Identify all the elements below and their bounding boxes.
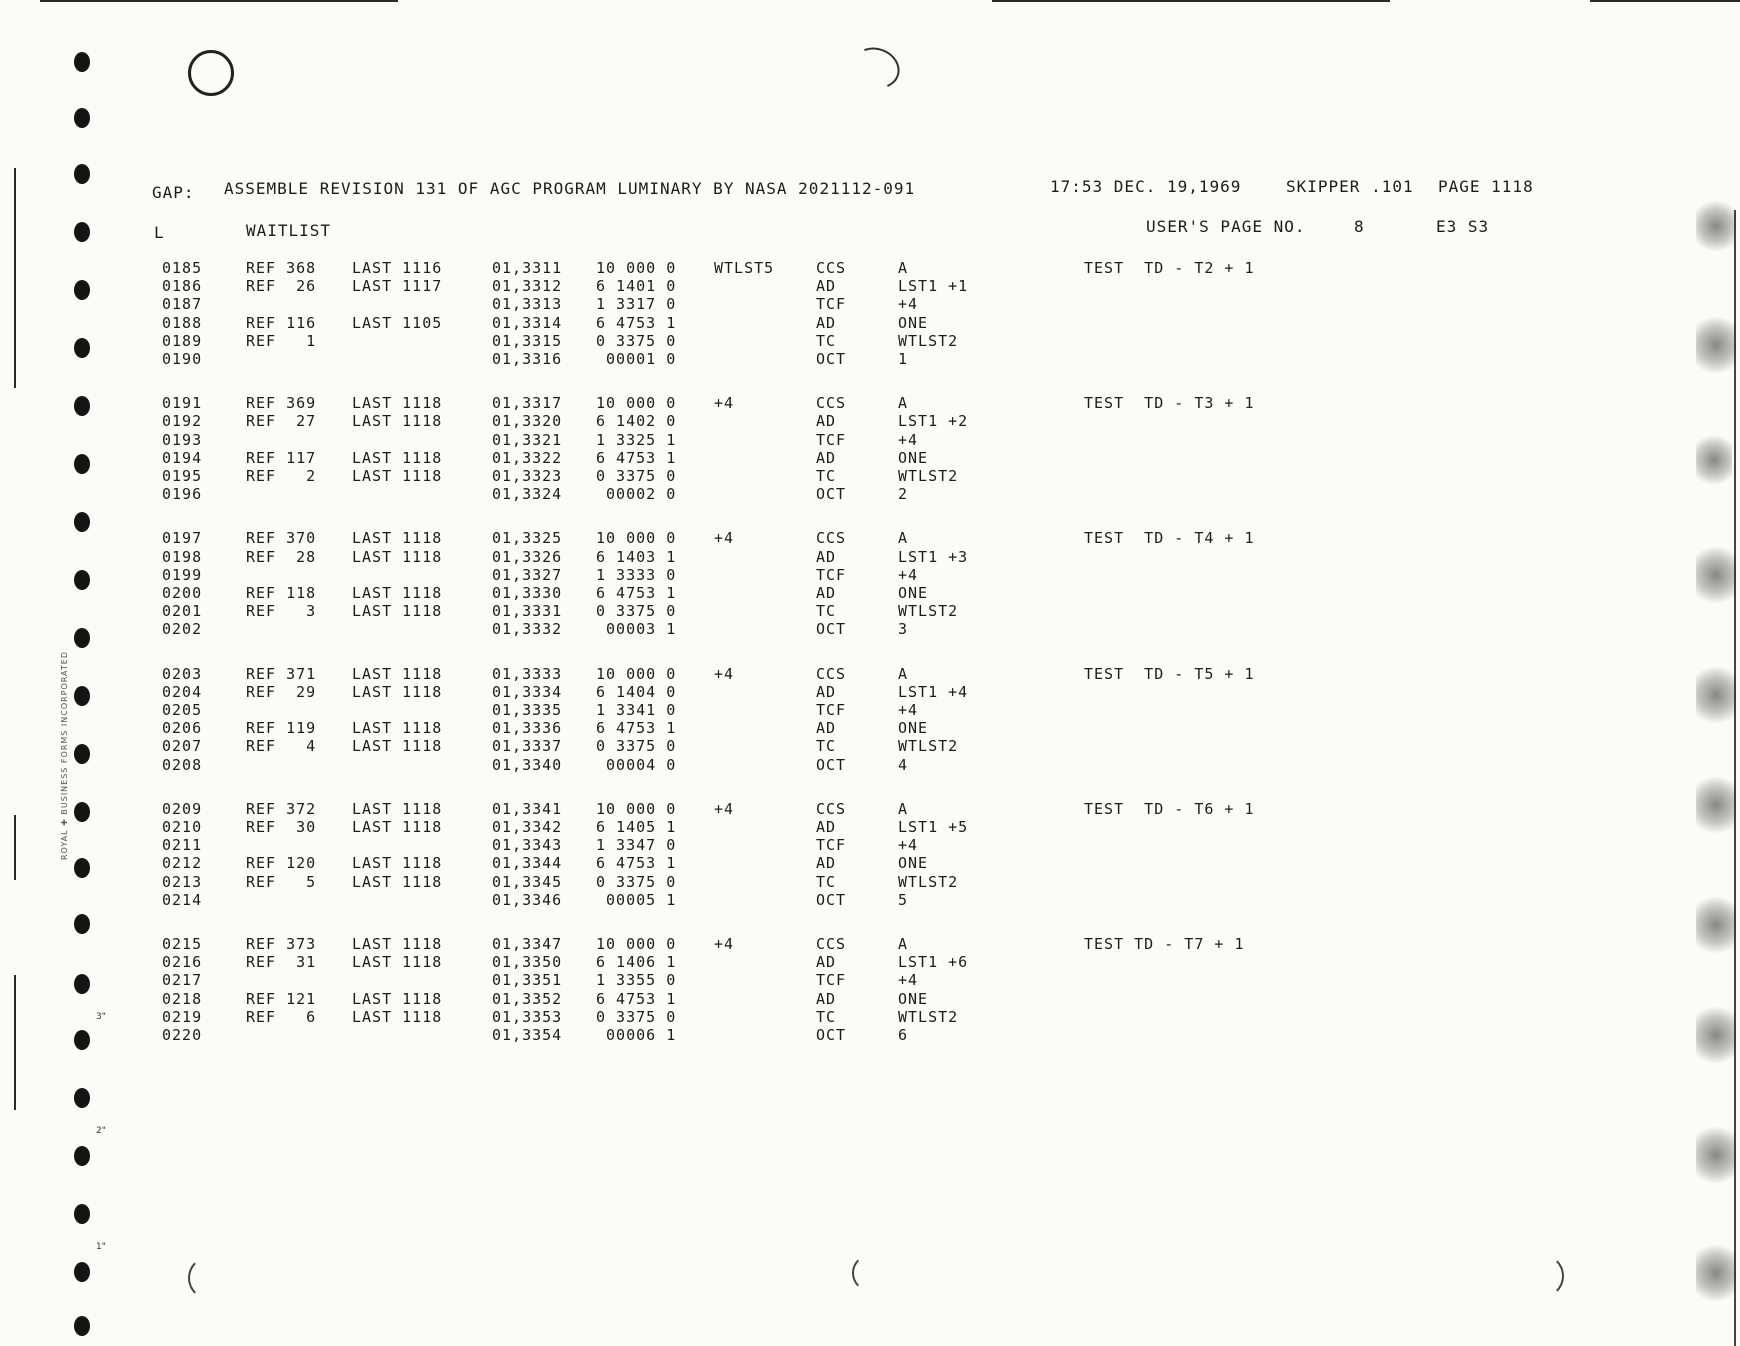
binder-hole [74, 802, 90, 822]
opcode-field: AD [816, 719, 837, 738]
user-page-number: 8 [1354, 217, 1365, 236]
ref-field: REF 118 [246, 584, 317, 602]
line-number: 0212 [162, 854, 203, 873]
address-field: 01,3331 [492, 602, 563, 621]
ref-field: REF 116 [246, 313, 317, 332]
line-number: 0201 [162, 602, 203, 621]
code-field: 10 000 0 [596, 935, 677, 953]
line-number: 0204 [162, 682, 203, 701]
address-field: 01,3316 [492, 350, 563, 368]
address-field: 01,3342 [492, 818, 563, 836]
operand-field: 1 [898, 350, 909, 368]
binder-hole [74, 974, 90, 994]
scan-smudge [1696, 540, 1736, 610]
line-number: 0186 [162, 277, 203, 296]
binder-hole [74, 686, 90, 706]
line-number: 0194 [162, 448, 203, 467]
label-field: +4 [714, 529, 735, 548]
code-field: 6 1401 0 [596, 277, 677, 296]
opcode-field: TC [816, 331, 837, 350]
opcode-field: OCT [816, 890, 847, 909]
binder-hole [74, 1262, 90, 1282]
binder-hole [74, 222, 90, 242]
operand-field: ONE [898, 584, 929, 602]
code-field: 0 3375 0 [596, 1007, 677, 1026]
address-field: 01,3340 [492, 755, 563, 774]
code-field: 10 000 0 [596, 394, 677, 413]
binder-hole [74, 108, 90, 128]
operand-field: +4 [898, 430, 919, 449]
ref-field: REF 373 [246, 935, 317, 953]
line-number: 0215 [162, 935, 203, 953]
code-field: 6 4753 1 [596, 854, 677, 873]
opcode-field: CCS [816, 935, 847, 953]
line-number: 0209 [162, 799, 203, 818]
last-field: LAST 1118 [352, 1007, 443, 1026]
code-field: 6 4753 1 [596, 313, 677, 332]
last-field: LAST 1116 [352, 259, 443, 277]
top-rule-left [40, 0, 398, 2]
code-field: 6 4753 1 [596, 448, 677, 467]
comment-field: TEST TD - T3 + 1 [1084, 394, 1255, 413]
line-number: 0210 [162, 818, 203, 836]
operand-field: 4 [898, 755, 909, 774]
ref-field: REF 121 [246, 989, 317, 1008]
scan-smudge [1696, 1000, 1736, 1070]
operand-field: ONE [898, 719, 929, 738]
binder-hole [74, 396, 90, 416]
binder-hole [74, 338, 90, 358]
operand-field: 3 [898, 620, 909, 639]
address-field: 01,3311 [492, 259, 563, 277]
code-field: 00002 0 [596, 485, 677, 504]
address-field: 01,3341 [492, 799, 563, 818]
ref-field: REF 29 [246, 682, 317, 701]
ref-field: REF 27 [246, 412, 317, 431]
address-field: 01,3320 [492, 412, 563, 431]
scan-smudge [1696, 770, 1736, 840]
ref-field: REF 369 [246, 394, 317, 413]
code-field: 1 3355 0 [596, 971, 677, 990]
opcode-field: TC [816, 737, 837, 756]
last-field: LAST 1105 [352, 313, 443, 332]
code-field: 0 3375 0 [596, 872, 677, 891]
user-page-label: USER'S PAGE NO. [1146, 217, 1306, 236]
address-field: 01,3314 [492, 313, 563, 332]
code-field: 10 000 0 [596, 664, 677, 683]
operand-field: WTLST2 [898, 1007, 959, 1026]
operand-field: LST1 +2 [898, 412, 969, 431]
line-number: 0185 [162, 259, 203, 277]
user-page-code: E3 S3 [1436, 217, 1490, 236]
registration-arc-bottom-right [1520, 1254, 1564, 1298]
opcode-field: AD [816, 818, 837, 836]
line-number: 0207 [162, 737, 203, 756]
line-number: 0189 [162, 331, 203, 350]
last-field: LAST 1118 [352, 664, 443, 683]
registration-arc-bottom-left [188, 1256, 232, 1300]
ref-field: REF 3 [246, 602, 317, 621]
opcode-field: AD [816, 313, 837, 332]
operand-field: LST1 +1 [898, 277, 969, 296]
address-field: 01,3351 [492, 971, 563, 990]
code-field: 10 000 0 [596, 799, 677, 818]
operand-field: LST1 +4 [898, 682, 969, 701]
opcode-field: AD [816, 448, 837, 467]
top-rule-right [1590, 0, 1740, 2]
operand-field: +4 [898, 836, 919, 855]
line-number: 0196 [162, 485, 203, 504]
ref-field: REF 28 [246, 547, 317, 566]
line-number: 0220 [162, 1026, 203, 1044]
address-field: 01,3352 [492, 989, 563, 1008]
address-field: 01,3334 [492, 682, 563, 701]
opcode-field: OCT [816, 485, 847, 504]
line-number: 0191 [162, 394, 203, 413]
page-number: PAGE 1118 [1438, 177, 1534, 196]
ref-field: REF 5 [246, 872, 317, 891]
label-field: +4 [714, 799, 735, 818]
operand-field: A [898, 529, 909, 548]
last-field: LAST 1118 [352, 394, 443, 413]
opcode-field: TC [816, 872, 837, 891]
binder-hole [74, 1146, 90, 1166]
code-field: 1 3347 0 [596, 836, 677, 855]
last-field: LAST 1118 [352, 719, 443, 738]
code-field: 6 1406 1 [596, 953, 677, 972]
operand-field: ONE [898, 313, 929, 332]
binder-hole [74, 570, 90, 590]
address-field: 01,3345 [492, 872, 563, 891]
address-field: 01,3326 [492, 547, 563, 566]
opcode-field: TCF [816, 295, 847, 314]
operand-field: 6 [898, 1026, 909, 1044]
section-name: WAITLIST [246, 221, 332, 240]
operand-field: A [898, 664, 909, 683]
operand-field: +4 [898, 565, 919, 584]
code-field: 0 3375 0 [596, 467, 677, 485]
operand-field: A [898, 394, 909, 413]
line-number: 0208 [162, 755, 203, 774]
ref-field: REF 6 [246, 1007, 317, 1026]
ref-field: REF 31 [246, 953, 317, 972]
code-field: 00006 1 [596, 1026, 677, 1044]
code-field: 6 1404 0 [596, 682, 677, 701]
scan-smudge [1696, 890, 1736, 960]
opcode-field: AD [816, 277, 837, 296]
label-field: +4 [714, 664, 735, 683]
line-number: 0198 [162, 547, 203, 566]
code-field: 0 3375 0 [596, 602, 677, 621]
opcode-field: AD [816, 989, 837, 1008]
line-number: 0200 [162, 584, 203, 602]
address-field: 01,3330 [492, 584, 563, 602]
skipper-id: SKIPPER .101 [1286, 177, 1414, 196]
binder-hole [74, 628, 90, 648]
operand-field: 5 [898, 890, 909, 909]
line-number: 0199 [162, 565, 203, 584]
comment-field: TEST TD - T5 + 1 [1084, 664, 1255, 683]
opcode-field: TC [816, 602, 837, 621]
opcode-field: TCF [816, 701, 847, 719]
scan-smudge [1696, 1120, 1736, 1190]
address-field: 01,3354 [492, 1026, 563, 1044]
operand-field: LST1 +3 [898, 547, 969, 566]
code-field: 1 3333 0 [596, 565, 677, 584]
registration-arc-top [847, 41, 906, 95]
operand-field: 2 [898, 485, 909, 504]
opcode-field: AD [816, 682, 837, 701]
line-number: 0188 [162, 313, 203, 332]
code-field: 00005 1 [596, 890, 677, 909]
operand-field: WTLST2 [898, 872, 959, 891]
ref-field: REF 2 [246, 467, 317, 485]
address-field: 01,3315 [492, 331, 563, 350]
label-field: WTLST5 [714, 259, 775, 277]
operand-field: A [898, 799, 909, 818]
line-number: 0190 [162, 350, 203, 368]
address-field: 01,3336 [492, 719, 563, 738]
operand-field: ONE [898, 854, 929, 873]
last-field: LAST 1118 [352, 737, 443, 756]
operand-field: ONE [898, 989, 929, 1008]
operand-field: LST1 +6 [898, 953, 969, 972]
comment-field: TEST TD - T7 + 1 [1084, 935, 1245, 953]
address-field: 01,3333 [492, 664, 563, 683]
margin-line-middle [14, 815, 16, 880]
address-field: 01,3346 [492, 890, 563, 909]
code-field: 1 3317 0 [596, 295, 677, 314]
ref-field: REF 117 [246, 448, 317, 467]
address-field: 01,3321 [492, 430, 563, 449]
code-field: 1 3325 1 [596, 430, 677, 449]
label-field: +4 [714, 394, 735, 413]
line-number: 0213 [162, 872, 203, 891]
margin-line-upper [14, 168, 16, 388]
binder-hole [74, 744, 90, 764]
last-field: LAST 1118 [352, 854, 443, 873]
margin-line-lower [14, 975, 16, 1110]
registration-circle [188, 50, 234, 96]
address-field: 01,3312 [492, 277, 563, 296]
address-field: 01,3343 [492, 836, 563, 855]
last-field: LAST 1118 [352, 412, 443, 431]
last-field: LAST 1118 [352, 953, 443, 972]
operand-field: LST1 +5 [898, 818, 969, 836]
operand-field: A [898, 935, 909, 953]
binder-hole [74, 512, 90, 532]
opcode-field: CCS [816, 799, 847, 818]
operand-field: A [898, 259, 909, 277]
last-field: LAST 1118 [352, 818, 443, 836]
opcode-field: TCF [816, 836, 847, 855]
code-field: 00003 1 [596, 620, 677, 639]
opcode-field: AD [816, 547, 837, 566]
address-field: 01,3323 [492, 467, 563, 485]
opcode-field: OCT [816, 620, 847, 639]
binder-hole [74, 52, 90, 72]
operand-field: ONE [898, 448, 929, 467]
opcode-field: OCT [816, 1026, 847, 1044]
operand-field: +4 [898, 701, 919, 719]
label-field: +4 [714, 935, 735, 953]
line-number: 0217 [162, 971, 203, 990]
ref-field: REF 119 [246, 719, 317, 738]
binder-hole [74, 164, 90, 184]
line-number: 0193 [162, 430, 203, 449]
opcode-field: AD [816, 412, 837, 431]
binder-hole [74, 454, 90, 474]
comment-field: TEST TD - T4 + 1 [1084, 529, 1255, 548]
code-field: 10 000 0 [596, 529, 677, 548]
inch-mark: 2" [96, 1126, 106, 1136]
code-field: 6 1402 0 [596, 412, 677, 431]
opcode-field: TCF [816, 971, 847, 990]
binder-hole [74, 858, 90, 878]
assembly-title: ASSEMBLE REVISION 131 OF AGC PROGRAM LUMINARY BY NASA 2021112-091 [224, 179, 916, 198]
binder-hole [74, 1030, 90, 1050]
opcode-field: TCF [816, 565, 847, 584]
operand-field: WTLST2 [898, 602, 959, 621]
last-field: LAST 1118 [352, 529, 443, 548]
opcode-field: TC [816, 1007, 837, 1026]
address-field: 01,3327 [492, 565, 563, 584]
inch-mark: 3" [96, 1012, 106, 1022]
code-field: 00001 0 [596, 350, 677, 368]
inch-mark: 1" [96, 1242, 106, 1252]
scan-smudge [1696, 196, 1736, 256]
opcode-field: AD [816, 584, 837, 602]
opcode-field: OCT [816, 755, 847, 774]
ref-field: REF 4 [246, 737, 317, 756]
address-field: 01,3337 [492, 737, 563, 756]
address-field: 01,3335 [492, 701, 563, 719]
last-field: LAST 1118 [352, 935, 443, 953]
top-rule-center [992, 0, 1390, 2]
timestamp: 17:53 DEC. 19,1969 [1050, 177, 1242, 196]
address-field: 01,3317 [492, 394, 563, 413]
address-field: 01,3322 [492, 448, 563, 467]
code-field: 0 3375 0 [596, 331, 677, 350]
code-field: 6 1403 1 [596, 547, 677, 566]
operand-field: +4 [898, 295, 919, 314]
operand-field: WTLST2 [898, 467, 959, 485]
line-number: 0211 [162, 836, 203, 855]
code-field: 6 4753 1 [596, 989, 677, 1008]
address-field: 01,3325 [492, 529, 563, 548]
address-field: 01,3324 [492, 485, 563, 504]
line-number: 0187 [162, 295, 203, 314]
last-field: LAST 1118 [352, 799, 443, 818]
last-field: LAST 1118 [352, 448, 443, 467]
line-number: 0202 [162, 620, 203, 639]
line-number: 0195 [162, 467, 203, 485]
binder-hole [74, 1204, 90, 1224]
binder-hole [74, 914, 90, 934]
code-field: 6 4753 1 [596, 719, 677, 738]
line-number: 0205 [162, 701, 203, 719]
line-number: 0197 [162, 529, 203, 548]
line-number: 0203 [162, 664, 203, 683]
line-number: 0214 [162, 890, 203, 909]
last-field: LAST 1117 [352, 277, 443, 296]
line-number: 0219 [162, 1007, 203, 1026]
operand-field: +4 [898, 971, 919, 990]
last-field: LAST 1118 [352, 989, 443, 1008]
line-number: 0216 [162, 953, 203, 972]
code-field: 6 4753 1 [596, 584, 677, 602]
address-field: 01,3344 [492, 854, 563, 873]
address-field: 01,3313 [492, 295, 563, 314]
ref-field: REF 120 [246, 854, 317, 873]
operand-field: WTLST2 [898, 331, 959, 350]
ref-field: REF 372 [246, 799, 317, 818]
scan-smudge [1696, 430, 1732, 490]
code-field: 1 3341 0 [596, 701, 677, 719]
address-field: 01,3350 [492, 953, 563, 972]
ref-field: REF 370 [246, 529, 317, 548]
code-field: 0 3375 0 [596, 737, 677, 756]
binder-hole [74, 1088, 90, 1108]
listing-flag: L [154, 223, 165, 242]
ref-field: REF 371 [246, 664, 317, 683]
binder-hole [74, 280, 90, 300]
address-field: 01,3353 [492, 1007, 563, 1026]
comment-field: TEST TD - T2 + 1 [1084, 259, 1255, 277]
code-field: 6 1405 1 [596, 818, 677, 836]
scan-smudge [1696, 1238, 1736, 1308]
address-field: 01,3332 [492, 620, 563, 639]
last-field: LAST 1118 [352, 547, 443, 566]
comment-field: TEST TD - T6 + 1 [1084, 799, 1255, 818]
registration-arc-bottom-center [852, 1254, 890, 1292]
line-number: 0206 [162, 719, 203, 738]
opcode-field: TCF [816, 430, 847, 449]
last-field: LAST 1118 [352, 467, 443, 485]
opcode-field: CCS [816, 529, 847, 548]
scan-smudge [1696, 660, 1736, 730]
last-field: LAST 1118 [352, 872, 443, 891]
operand-field: WTLST2 [898, 737, 959, 756]
address-field: 01,3347 [492, 935, 563, 953]
last-field: LAST 1118 [352, 584, 443, 602]
ref-field: REF 368 [246, 259, 317, 277]
opcode-field: OCT [816, 350, 847, 368]
binder-hole [74, 1316, 90, 1336]
line-number: 0192 [162, 412, 203, 431]
line-number: 0218 [162, 989, 203, 1008]
binder-vendor-text: ROYAL ✚ BUSINESS FORMS INCORPORATED [60, 651, 69, 860]
opcode-field: CCS [816, 394, 847, 413]
opcode-field: TC [816, 467, 837, 485]
ref-field: REF 30 [246, 818, 317, 836]
opcode-field: CCS [816, 259, 847, 277]
gap-label: GAP: [152, 183, 195, 202]
code-field: 10 000 0 [596, 259, 677, 277]
opcode-field: AD [816, 953, 837, 972]
scan-smudge [1696, 310, 1736, 380]
last-field: LAST 1118 [352, 602, 443, 621]
ref-field: REF 26 [246, 277, 317, 296]
opcode-field: CCS [816, 664, 847, 683]
code-field: 00004 0 [596, 755, 677, 774]
opcode-field: AD [816, 854, 837, 873]
ref-field: REF 1 [246, 331, 317, 350]
last-field: LAST 1118 [352, 682, 443, 701]
